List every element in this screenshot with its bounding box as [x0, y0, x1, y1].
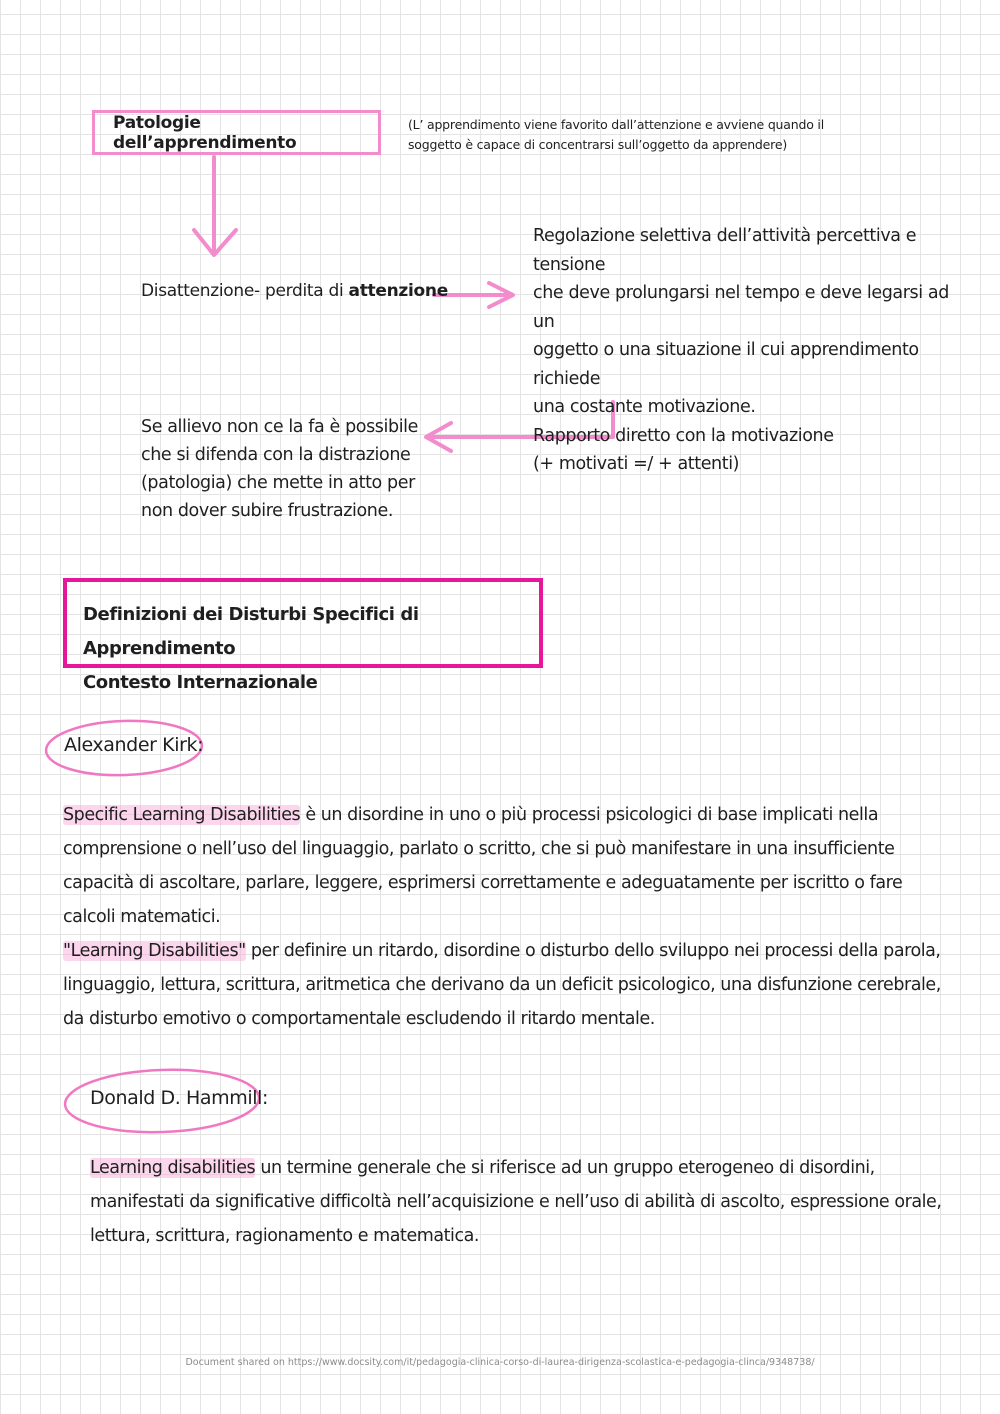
arrow-down-icon — [194, 157, 236, 255]
definizioni-title-line1: Definizioni dei Disturbi Specifici di Apprendimento — [83, 604, 419, 659]
apprendimento-note: (L’ apprendimento viene favorito dall’attenzione e avviene quando il soggetto è capace di concentrarsi sull’oggetto da apprendere) — [408, 117, 824, 152]
section-title-patologie — [92, 110, 381, 155]
kirk-paragraph-1-text: è un disordine in uno o più processi psicologici di base implicati nella comprensione o nell’uso del linguaggio, parlato o scritto, che si può manifestare in una insufficiente capacità di ascoltare, parlare, leggere, esprimersi correttamente e adeguatamente per iscritto o fare calcoli matematici. — [63, 805, 903, 927]
author-hammill: Donald D. Hammill: — [90, 1087, 269, 1109]
author-kirk: Alexander Kirk: — [64, 734, 204, 756]
kirk-paragraph-2-text: per definire un ritardo, disordine o disturbo dello sviluppo nei processi della parola, linguaggio, lettura, scrittura, aritmetica che derivano da un deficit psicologico, una disfunzione cerebrale, da disturbo emotivo o comportamentale escludendo il ritardo mentale. — [63, 941, 941, 1029]
footer-shared-url: Document shared on https://www.docsity.com/it/pedagogia-clinica-corso-di-laurea-dirigenza-scolastica-e-pedagogia-clinca/9348738/ — [185, 1357, 815, 1368]
allievo-line: Se allievo non ce la fa è possibile — [141, 417, 418, 437]
section-title-patologie-text: Patologie dell’apprendimento — [113, 112, 297, 153]
allievo-line: che si difenda con la distrazione — [141, 445, 411, 465]
kirk-paragraph-2 — [63, 934, 943, 1036]
allievo-line: non dover subire frustrazione. — [141, 501, 393, 521]
regolazione-line: che deve prolungarsi nel tempo e deve legarsi ad un — [533, 283, 949, 332]
disattenzione-prefix: Disattenzione- perdita di — [141, 281, 349, 301]
allievo-block — [141, 413, 421, 525]
highlight-term: Specific Learning Disabilities — [63, 805, 301, 825]
regolazione-line: (+ motivati =/ + attenti) — [533, 454, 740, 474]
regolazione-line: una costante motivazione. — [533, 397, 756, 417]
definizioni-title-line2: Contesto Internazionale — [83, 672, 318, 693]
regolazione-line: Rapporto diretto con la motivazione — [533, 425, 834, 446]
section-title-definizioni — [63, 578, 543, 693]
highlight-term: Learning disabilities — [90, 1158, 256, 1178]
kirk-paragraph-1 — [63, 798, 943, 934]
hammill-paragraph — [90, 1151, 950, 1253]
disattenzione-line — [141, 281, 448, 301]
highlight-term: "Learning Disabilities" — [63, 941, 246, 961]
disattenzione-bold: attenzione — [348, 281, 448, 301]
regolazione-block — [533, 222, 973, 479]
allievo-line: (patologia) che mette in atto per — [141, 473, 415, 493]
regolazione-line: oggetto o una situazione il cui apprendimento richiede — [533, 340, 919, 389]
hammill-paragraph-text: un termine generale che si riferisce ad un gruppo eterogeneo di disordini, manifestati da significative difficoltà nell’acquisizione e nell’uso di abilità di ascolto, espressione orale, lettura, scrittura, ragionamento e matematica. — [90, 1158, 942, 1246]
regolazione-line: Regolazione selettiva dell’attività percettiva e tensione — [533, 226, 917, 275]
